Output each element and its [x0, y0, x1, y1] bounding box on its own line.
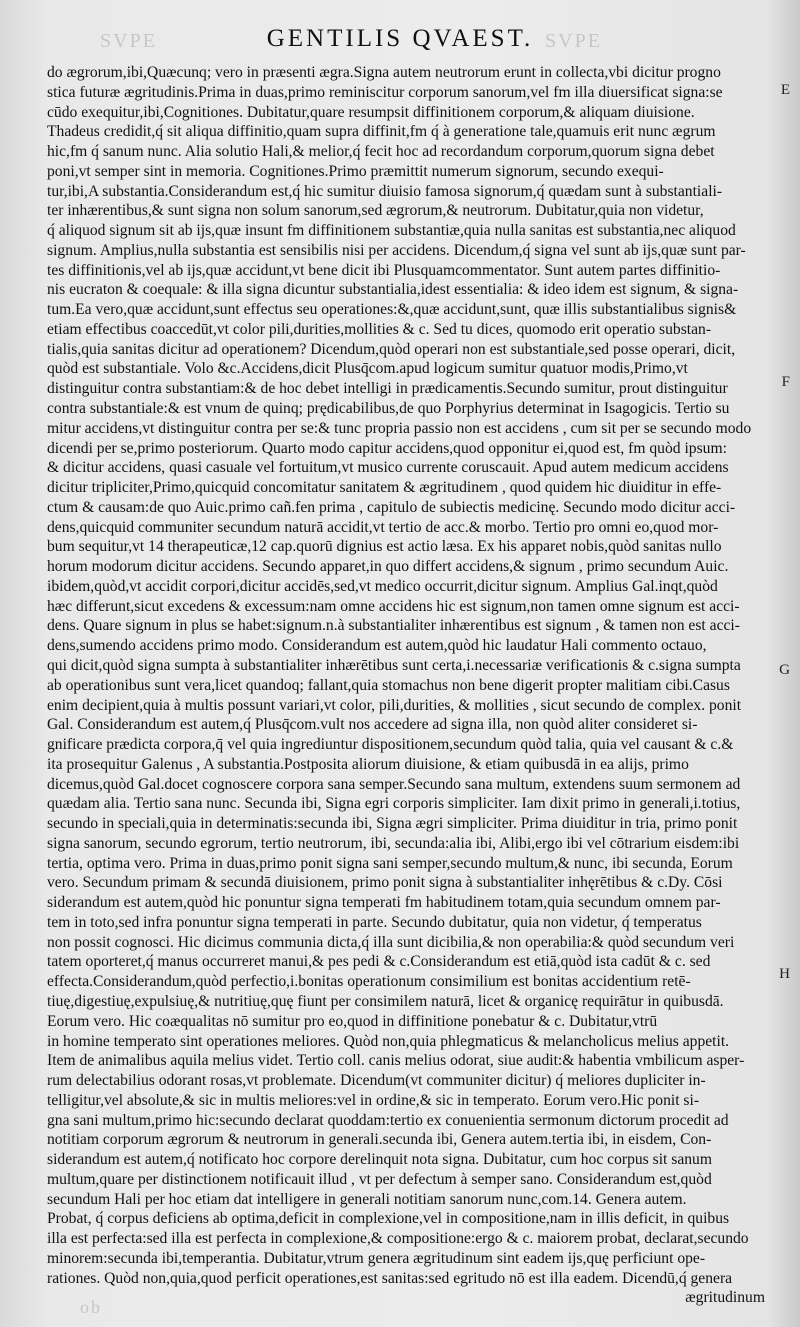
text-line: etiam effectibus coaccedūt,vt color pili,durities,mollities & c. Sed tu dices, quomodo erit operatio substan- [47, 320, 712, 338]
text-line: notitiam corporum ægrorum & neutrorum in generali.secunda ibi, Genera autem.tertia ibi, in eisdem, Con- [47, 1131, 712, 1149]
text-line: tem in toto,sed infra ponuntur signa temperati in parte. Secundo dubitatur, quia non videtur, q́ temperatus [47, 913, 702, 931]
running-header: GENTILIS QVAEST. [266, 25, 534, 52]
text-line: qui dicit,quòd signa sumpta à substantialiter inhærētibus sunt certa,i.necessariæ verificationis & c.signa sumpta [47, 656, 741, 674]
text-line: stica futuræ ægritudinis.Prima in duas,primo reminiscitur corporum sanorum,vel fm illa diuersificat signa:se [47, 83, 723, 101]
bleed-through-text: SVPE [545, 30, 602, 52]
text-line: ita prosequitur Galenus , A substantia.Postposita aliorum diuisione, & etiam quibusdā in ea alijs, primo [47, 755, 689, 773]
text-line: non possit cognosci. Hic dicimus communia dicta,q́ illa sunt dicibilia,& non operabilia:& quòd secundum veri [47, 933, 735, 951]
bleed-through-text: SVPE [100, 30, 157, 52]
text-line: dicitur tripliciter,Primo,quicquid concomitatur sanitatem & ægritudinem , quod quidem hic diuiditur in effe- [47, 479, 722, 497]
text-line: dicemus,quòd Gal.docet cognoscere corpora sana semper.Secundo sana multum, extendens suum sermonem ad [47, 775, 741, 793]
text-line: quòd est substantiale. Volo &c.Accidens,dicit Plusq̄com.apud logicum sumitur quatuor modis,Primo,vt [47, 360, 688, 378]
text-line: signum. Amplius,nulla substantia est sensibilis nisi per accidens. Dicendum,q́ signa vel sunt ab ijs,quæ sunt par- [47, 241, 746, 259]
text-line: Gal. Considerandum est autem,q́ Plusq̄com.vult nos accedere ad signa illa, non quòd aliter consideret si- [47, 716, 698, 734]
text-line: secundum Hali per hoc etiam dat intelligere in generali notitiam sanorum nunc,com.14. Genera autem. [47, 1190, 687, 1208]
text-line: ab operationibus sunt vera,licet quandoq; fallant,quia stomachus non bene digerit propter malitiam cibi.Casus [47, 676, 730, 694]
text-line: rationes. Quòd non,quia,quod perficit operationes,est sanitas:sed egritudo nō est illa eadem. Dicendū,q́ genera [47, 1269, 733, 1287]
text-line: gna sani multum,primo hic:secundo declarat quoddam:tertio ex conuenientia sermonum dictorum procedit ad [47, 1111, 729, 1129]
text-line: q́ aliquod signum sit ab ijs,quæ insunt fm diffinitionem substantiæ,quia nulla sanitas est substantia,nec aliquod [47, 222, 736, 240]
text-line: vero. Secundum primam & secundā diuisionem, primo ponit signa à substantialiter inhęrētibus & c.Dy. Cōsi [47, 874, 723, 892]
text-line: Thadeus credidit,q́ sit aliqua diffinitio,quam supra diffinit,fm q́ à generatione tale,quamuis erit nunc ægrum [47, 123, 716, 141]
text-line: Eorum vero. Hic coæqualitas nō sumitur pro eo,quod in diffinitione ponebatur & c. Dubitatur,vtrū [47, 1012, 658, 1030]
bleed-through-text: ob [80, 1297, 102, 1317]
text-line: tum.Ea vero,quæ accidunt,sunt effectus seu operationes:&,quæ accidunt,sunt, quæ illis substantialibus signis& [47, 301, 737, 319]
text-line: distinguitur contra substantiam:& de hoc debet intelligi in prædicamentis.Secundo sumitur, prout distinguitur [47, 380, 728, 398]
text-line: ibidem,quòd,vt accidit corpori,dicitur accidēs,sed,vt medico occurrit,dicitur signum. Amplius Gal.inqt,quòd [47, 577, 718, 595]
text-line: illa est perfecta:sed illa est perfecta in complexione,& compositione:ergo & c. maiorem probat, declarat,secundo [47, 1230, 749, 1248]
text-line: ægritudinum [685, 1289, 765, 1307]
text-line: Item de animalibus aquila melius videt. Tertio coll. canis melius odorat, siue audit:& habentia vmbilicum asper- [47, 1052, 745, 1070]
text-line: dens. Quare signum in plus se habet:signum.n.à substantialiter inhærentibus est signum , & tamen non est acci- [47, 617, 740, 635]
text-line: minorem:secunda ibi,temperantia. Dubitatur,vtrum genera ægritudinum sint eadem ijs,quę perficiunt ope- [47, 1249, 706, 1267]
margin-letter: E [780, 82, 790, 98]
text-line: hic,fm q́ sanum nunc. Alia solutio Hali,& melior,q́ fecit hoc ad recordandum corporum,quorum signa debet [47, 143, 715, 161]
text-line: tialis,quia sanitas dicitur ad operationem? Dicendum,quòd operari non est substantiale,sed posse operari, dicit, [47, 340, 736, 358]
text-line: Probat, q́ corpus deficiens ab optima,deficit in complexione,vel in compositione,nam in illis deficit, in quibus [47, 1210, 730, 1228]
text-line: in homine temperato sint operationes meliores. Quòd non,quia phlegmaticus & melancholicus melius appetit. [47, 1032, 730, 1050]
text-line: siderandum est autem,quòd hic ponuntur signa temperati fm habitudinem totam,quia secundum omnem par- [47, 894, 721, 912]
text-line: tes diffinitionis,vel ab ijs,quæ accidunt,vt bene dicit ibi Plusquamcommentator. Sunt autem partes diffinitio- [47, 261, 721, 279]
text-line: signa sanorum, secundo egrorum, tertio neutrorum, ibi, secunda:alia ibi, Alibi,ergo ibi vel cōtrarium eisdem:ibi [47, 834, 740, 852]
text-line: mitur accidens,vt distinguitur contra per se:& tunc propria passio non est accidens , cum sit per se secundo modo [47, 419, 752, 437]
margin-letter: F [781, 374, 790, 390]
text-line: poni,vt semper sint in memoria. Cognitiones.Primo præmittit numerum signorum, secundo exequi- [47, 162, 664, 180]
text-line: horum modorum dicitur accidens. Secundo apparet,in quo differt accidens,& signum , primo secundum Auic. [47, 558, 729, 576]
text-line: siderandum est autem,q́ notificato hoc corpore derelinquit nota signa. Dubitatur, cum hoc corpus sit sanum [47, 1151, 712, 1169]
text-line: tertia, optima vero. Prima in duas,primo ponit signa sani semper,secundo multum,& nunc, ibi secunda, Eorum [47, 854, 733, 872]
text-line: dens,sumendo accidens primo modo. Considerandum est autem,quòd hic laudatur Hali commento octauo, [47, 637, 707, 655]
text-line: tiuę,digestiuę,expulsiuę,& nutritiuę,quę fiunt per consimilem naturā, licet & organicę requirātur in quibusdā. [47, 992, 724, 1010]
body-text [47, 63, 765, 1308]
text-line: gnificare prædicta corpora,q̄ vel quia ingrediuntur dispositionem,secundum quòd talia, quia vel causant & c.& [47, 736, 734, 754]
text-line: contra substantiale:& est vnum de quinq; prędicabilibus,de quo Porphyrius determinat in Isagogicis. Tertio su [47, 400, 730, 418]
margin-letter: G [779, 662, 790, 678]
text-line: ctum & causam:de quo Auic.primo cañ.fen prima , capitulo de subiectis medicinę. Secundo modo dicitur acci- [47, 498, 736, 516]
text-line: tatem oporteret,q́ manus occurreret manui,& pes pedi & c.Considerandum est etiā,quòd ista cadūt & c. sed [47, 953, 711, 971]
text-line: do ægrorum,ibi,Quæcunq; vero in præsenti ægra.Signa autem neutrorum erunt in collecta,vbi dicitur progno [47, 64, 721, 81]
text-line: dens,quicquid communiter secundum naturā accidit,vt tertio de acc.& morbo. Tertio pro omni eo,quod mor- [47, 518, 719, 536]
text-line: bum sequitur,vt 14 therapeuticæ,12 cap.quorū dignius est actio læsa. Ex his apparet nobis,quòd sanitas nullo [47, 538, 722, 556]
text-line: nis eucraton & coequale: & illa signa dicuntur substantialia,idest essentialia: & ideo idem est signum, & signa- [47, 281, 739, 299]
text-line: effecta.Considerandum,quòd perfectio,i.bonitas operationum consimilium est bonitas accidentium retē- [47, 973, 691, 991]
text-line: quædam alia. Tertio sana nunc. Secunda ibi, Signa egri corporis simpliciter. Iam dixit primo in generali,i.totius, [47, 795, 741, 813]
text-line: hæc differunt,sicut excedens & excessum:nam omne accidens hic est signum,non tamen omne signum est acci- [47, 597, 740, 615]
margin-letter: H [779, 966, 790, 982]
text-line: dicendi per se,primo posteriorum. Quarto modo capitur accidens,quod opponitur ei,quod est, fm quòd ipsum: [47, 439, 727, 457]
text-line: telligitur,vel absolute,& sic in multis meliores:vel in ordine,& sic in temperato. Eorum vero.Hic ponit si- [47, 1091, 700, 1109]
text-line: secundo in speciali,quia in determinatis:secunda ibi, Signa ægri simpliciter. Prima diuiditur in tria, primo ponit [47, 815, 738, 833]
text-line: tur,ibi,A substantia.Considerandum est,q́ hic sumitur diuisio famosa signorum,q́ quædam sunt à substantiali- [47, 182, 723, 200]
text-line: cūdo exequitur,ibi,Cognitiones. Dubitatur,quare resumpsit diffinitionem corporum,& aliquam diuisione. [47, 103, 695, 121]
text-line: multum,quare per distinctionem notificauit illud , vt per defectum à semper sano. Considerandum est,quòd [47, 1170, 712, 1188]
text-line: & dicitur accidens, quasi casuale vel fortuitum,vt musico currente coruscauit. Apud autem medicum accidens [47, 459, 729, 477]
text-line: rum delectabilius odorant rosas,vt problemate. Dicendum(vt communiter dicitur) q́ meliores dupliciter in- [47, 1072, 706, 1090]
text-line: enim decipient,quia à multis possunt variari,vt color, pili,durities, & mollities , sicut secundo de complex. ponit [47, 696, 742, 714]
text-line: ter inhærentibus,& sunt signa non solum sanorum,sed ægrorum,& neutrorum. Dubitatur,quia non videtur, [47, 202, 704, 220]
